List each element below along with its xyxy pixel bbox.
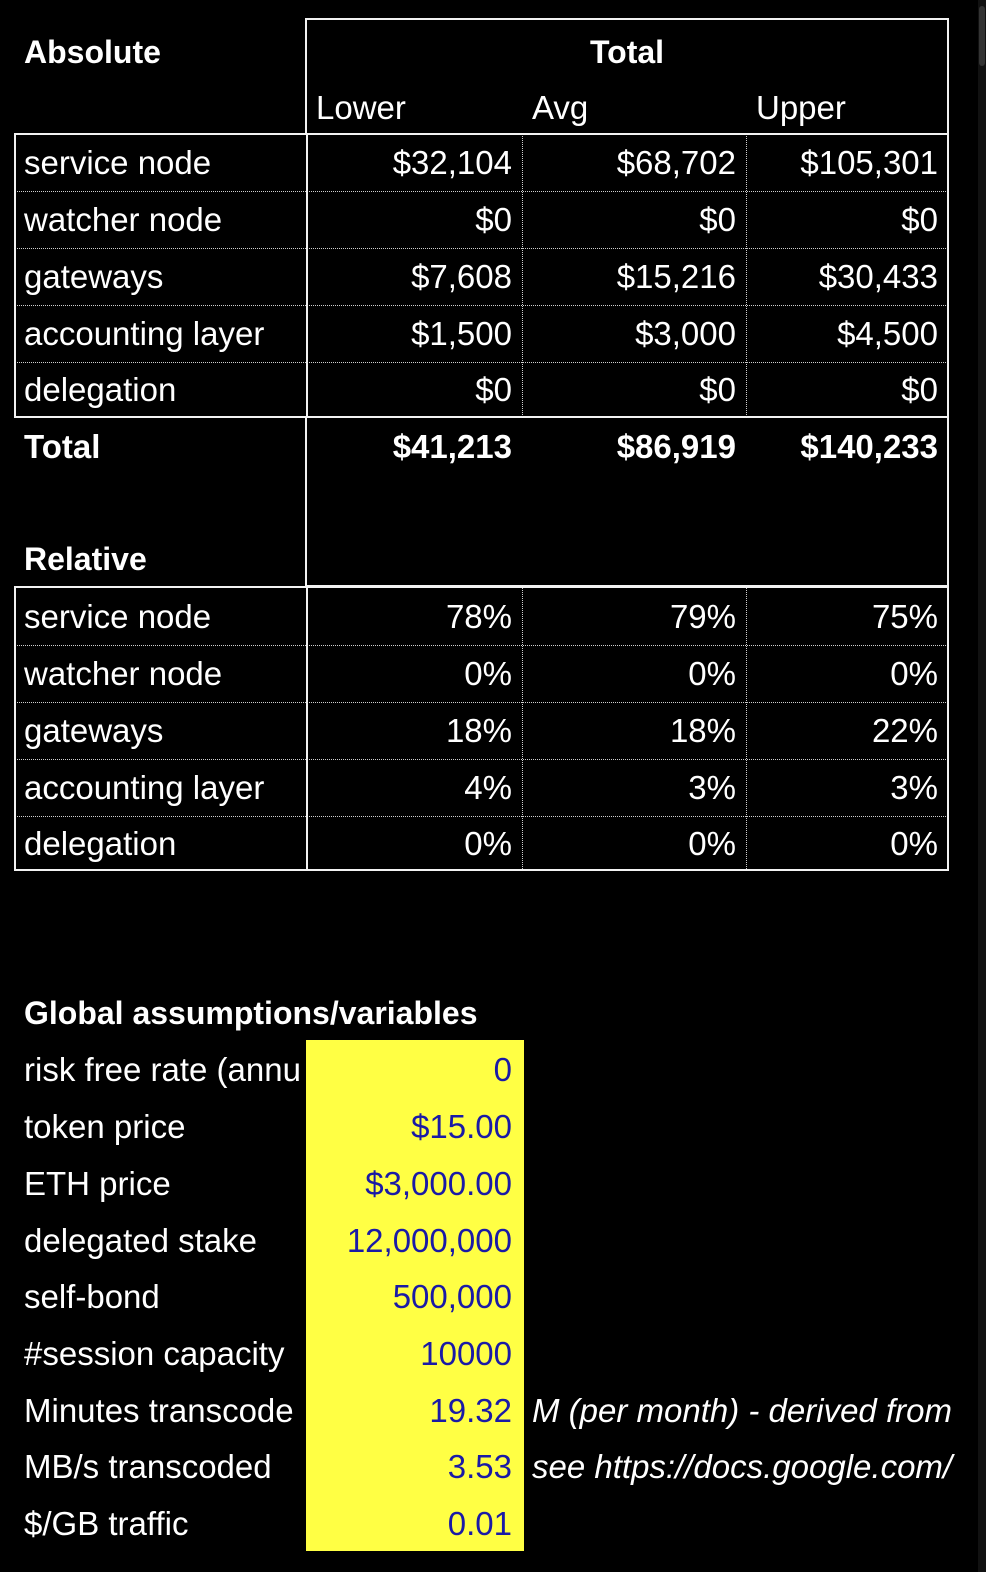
- rel-cell-upper[interactable]: 75%: [871, 598, 938, 635]
- assumptions-title[interactable]: Global assumptions/variables: [24, 995, 478, 1031]
- abs-cell-lower[interactable]: $0: [475, 201, 512, 238]
- assumption-value-input[interactable]: $15.00: [411, 1108, 512, 1145]
- assumption-value-input[interactable]: 0: [493, 1051, 512, 1088]
- rel-row-label[interactable]: service node: [24, 598, 212, 635]
- abs-cell-upper[interactable]: $4,500: [837, 315, 938, 352]
- abs-row-label[interactable]: service node: [24, 144, 212, 181]
- grid-line: [522, 134, 523, 417]
- grid-line: [14, 362, 948, 363]
- total-group-header[interactable]: Total: [589, 34, 665, 70]
- total-cell-lower[interactable]: $41,213: [392, 427, 512, 465]
- rel-cell-avg[interactable]: 79%: [669, 598, 736, 635]
- assumption-label[interactable]: self-bond: [24, 1278, 160, 1315]
- assumption-label[interactable]: MB/s transcoded: [24, 1448, 272, 1485]
- grid-line: [14, 191, 948, 192]
- grid-line: [522, 588, 523, 871]
- rel-row-label[interactable]: watcher node: [24, 655, 223, 692]
- rel-cell-lower[interactable]: 4%: [464, 769, 512, 806]
- grid-line: [14, 759, 948, 760]
- rel-cell-lower[interactable]: 78%: [445, 598, 512, 635]
- rel-cell-avg[interactable]: 0%: [688, 655, 736, 692]
- abs-cell-lower[interactable]: $1,500: [411, 315, 512, 352]
- abs-cell-lower[interactable]: $0: [475, 371, 512, 408]
- abs-cell-lower[interactable]: $32,104: [392, 144, 512, 181]
- assumption-label[interactable]: risk free rate (annu: [24, 1051, 301, 1088]
- assumption-value-input[interactable]: 10000: [420, 1335, 512, 1372]
- total-row-label[interactable]: Total: [24, 427, 101, 465]
- assumption-label[interactable]: delegated stake: [24, 1221, 258, 1259]
- grid-line: [14, 305, 948, 306]
- rel-cell-lower[interactable]: 0%: [464, 825, 512, 862]
- scrollbar-thumb[interactable]: [979, 6, 985, 66]
- abs-row-label[interactable]: gateways: [24, 258, 164, 295]
- assumption-value-input[interactable]: 3.53: [447, 1448, 512, 1485]
- rel-cell-upper[interactable]: 22%: [871, 712, 938, 749]
- grid-line: [14, 702, 948, 703]
- rel-row-label[interactable]: gateways: [24, 712, 164, 749]
- rel-cell-lower[interactable]: 18%: [445, 712, 512, 749]
- rel-cell-lower[interactable]: 0%: [464, 655, 512, 692]
- assumption-value-input[interactable]: 12,000,000: [346, 1221, 512, 1259]
- assumption-value-input[interactable]: 19.32: [429, 1391, 512, 1429]
- rel-cell-upper[interactable]: 0%: [890, 655, 938, 692]
- abs-row-label[interactable]: accounting layer: [24, 315, 265, 352]
- assumption-label[interactable]: #session capacity: [24, 1335, 285, 1372]
- abs-row-label[interactable]: delegation: [24, 371, 177, 408]
- assumption-label[interactable]: token price: [24, 1108, 186, 1145]
- column-header-upper[interactable]: Upper: [756, 88, 846, 126]
- assumption-value-input[interactable]: 500,000: [392, 1278, 512, 1315]
- grid-line: [14, 645, 948, 646]
- grid-line: [746, 134, 747, 417]
- abs-cell-avg[interactable]: $3,000: [635, 315, 736, 352]
- assumption-value-input[interactable]: 0.01: [447, 1504, 512, 1542]
- rel-cell-upper[interactable]: 0%: [890, 825, 938, 862]
- abs-cell-upper[interactable]: $105,301: [800, 144, 938, 181]
- abs-cell-avg[interactable]: $0: [699, 371, 736, 408]
- absolute-section-label[interactable]: Absolute: [24, 34, 161, 70]
- column-header-lower[interactable]: Lower: [316, 88, 406, 126]
- abs-cell-upper[interactable]: $0: [901, 201, 938, 238]
- abs-cell-avg[interactable]: $15,216: [616, 258, 736, 295]
- abs-cell-upper[interactable]: $0: [901, 371, 938, 408]
- assumption-label[interactable]: Minutes transcode: [24, 1391, 294, 1429]
- abs-cell-lower[interactable]: $7,608: [411, 258, 512, 295]
- column-header-avg[interactable]: Avg: [532, 88, 589, 126]
- total-cell-upper[interactable]: $140,233: [800, 427, 938, 465]
- rel-cell-avg[interactable]: 3%: [688, 769, 736, 806]
- assumption-label[interactable]: ETH price: [24, 1165, 171, 1202]
- grid-line: [14, 248, 948, 249]
- abs-cell-avg[interactable]: $0: [699, 201, 736, 238]
- rel-row-label[interactable]: accounting layer: [24, 769, 265, 806]
- abs-row-label[interactable]: watcher node: [24, 201, 223, 238]
- rel-cell-avg[interactable]: 18%: [669, 712, 736, 749]
- rel-row-label[interactable]: delegation: [24, 825, 177, 862]
- abs-cell-upper[interactable]: $30,433: [818, 258, 938, 295]
- assumption-value-input[interactable]: $3,000.00: [365, 1165, 512, 1202]
- assumption-note[interactable]: M (per month) - derived from: [532, 1391, 952, 1429]
- grid-line: [746, 588, 747, 871]
- vertical-scrollbar[interactable]: [978, 0, 986, 1572]
- grid-line: [14, 816, 948, 817]
- abs-cell-avg[interactable]: $68,702: [616, 144, 736, 181]
- assumption-label[interactable]: $/GB traffic: [24, 1504, 189, 1542]
- assumption-note[interactable]: see https://docs.google.com/: [532, 1448, 953, 1485]
- rel-cell-upper[interactable]: 3%: [890, 769, 938, 806]
- rel-cell-avg[interactable]: 0%: [688, 825, 736, 862]
- relative-section-label[interactable]: Relative: [24, 541, 147, 577]
- total-cell-avg[interactable]: $86,919: [616, 427, 736, 465]
